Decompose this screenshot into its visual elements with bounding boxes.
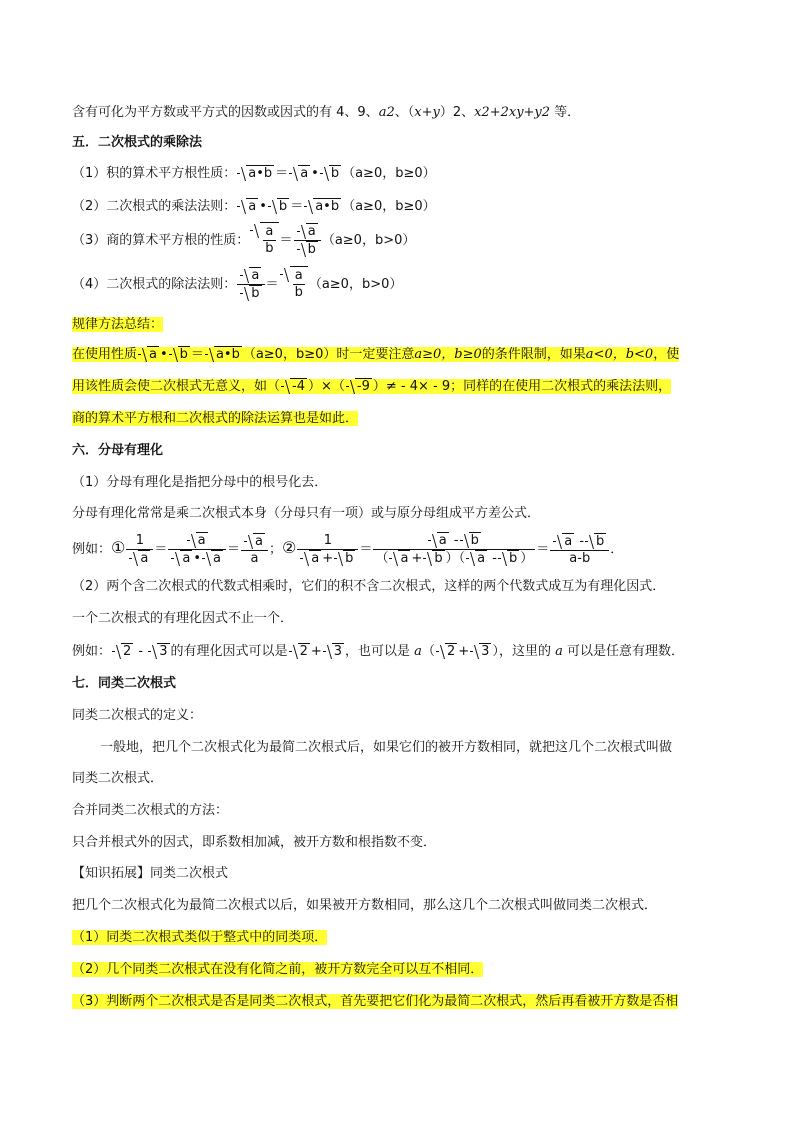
equals: ＝ — [190, 347, 204, 362]
math: x+y — [414, 105, 440, 120]
rule-line-2 — [72, 378, 671, 396]
radicand: a — [477, 551, 486, 566]
minus: - — [449, 533, 459, 548]
radicand: a — [140, 550, 149, 566]
radicand: a — [149, 347, 157, 362]
radical — [237, 198, 258, 216]
radical — [148, 643, 169, 661]
numerator: a — [293, 268, 305, 285]
label: （4）二次根式的除法法则： — [72, 277, 237, 292]
denominator — [168, 550, 226, 567]
radicand: 3 — [159, 644, 168, 659]
equals: ＝ — [275, 166, 289, 181]
radical — [244, 533, 265, 550]
radicand: b — [596, 533, 605, 549]
text: 的有理化因式可以是 — [170, 644, 288, 659]
radicand: a — [197, 533, 206, 548]
math: a<0，b<0 — [585, 347, 654, 362]
text: ． — [610, 542, 624, 557]
denominator — [126, 550, 153, 567]
knowledge-extension-text: 把几个二次根式化为最简二次根式以后，如果被开方数相同，那么这几个二次根式叫做同类二次根式． — [72, 898, 658, 913]
radical — [250, 222, 278, 257]
radicand: b — [508, 551, 518, 566]
section-5-title: 五．二次根式的乘除法 — [72, 135, 203, 150]
text: ）2、 — [439, 105, 475, 120]
math: a — [414, 644, 422, 659]
math: a2 — [378, 105, 395, 120]
dot: • — [159, 347, 168, 362]
paren: （ — [421, 644, 435, 659]
plus: + — [411, 551, 423, 566]
merge-method-title: 合并同类二次根式的方法： — [72, 803, 229, 818]
radical — [297, 223, 318, 240]
text: 用该性质会使二次根式无意义，如（ — [72, 379, 281, 394]
denominator — [237, 285, 264, 302]
dot: • — [193, 551, 201, 566]
condition: （a≥0，b>0） — [321, 233, 416, 248]
denominator: a-b — [569, 550, 591, 566]
paren: （ — [458, 551, 466, 566]
radicand: b — [307, 242, 316, 257]
text: 可以是任意有理数． — [562, 644, 684, 659]
fraction — [297, 533, 358, 567]
radicand: a — [254, 533, 263, 549]
condition: （a≥0，b≥0） — [342, 199, 436, 214]
radicand: a — [251, 268, 260, 283]
label: （1）积的算术平方根性质： — [72, 166, 237, 181]
radical — [553, 533, 574, 550]
radicand: 2 — [446, 644, 456, 659]
highlighted-text: 商的算术平方根和二次根式的除法运算也是如此． — [72, 411, 359, 426]
fraction — [241, 533, 268, 567]
plus: + — [458, 644, 470, 659]
radical — [129, 550, 150, 567]
radicand: -9 — [356, 379, 370, 394]
radical — [205, 346, 242, 364]
numerator — [237, 267, 264, 285]
math: a — [555, 644, 563, 659]
rationalize-def: （1）分母有理化是指把分母中的根号化去． — [72, 475, 328, 490]
highlighted-text — [72, 379, 671, 394]
intro-line — [72, 104, 580, 122]
radicand: b — [251, 286, 260, 301]
radicand: a — [212, 551, 221, 566]
minus: - — [488, 551, 497, 566]
equals: ＝ — [226, 542, 240, 557]
radical — [240, 267, 261, 284]
rationalizing-factor-example — [72, 643, 684, 661]
text: 等． — [550, 105, 581, 120]
rule-summary-title — [72, 316, 163, 334]
property-4 — [72, 266, 402, 302]
radicand: 2 — [123, 644, 132, 659]
highlighted-text — [72, 347, 679, 362]
highlight-note-3 — [72, 993, 678, 1011]
text: 的条件限制，如果 — [481, 347, 586, 362]
label: （2）二次根式的乘法法则： — [72, 199, 237, 214]
text: 含有可化为平方数或平方式的因数或因式的有 4、9、 — [72, 105, 379, 120]
radical — [423, 550, 444, 567]
radical — [187, 532, 208, 549]
equals: ＝ — [265, 277, 279, 292]
fraction — [126, 533, 153, 567]
radical — [585, 533, 606, 550]
radical — [334, 550, 355, 567]
fraction — [294, 223, 321, 258]
minus: - — [575, 533, 585, 549]
rule-line-1 — [72, 346, 679, 364]
radicand: 3 — [481, 644, 490, 659]
radicand: a — [438, 533, 447, 548]
radical — [268, 198, 289, 216]
radicand: 2 — [299, 644, 308, 659]
denominator: a — [250, 550, 259, 566]
numerator: 1 — [297, 533, 358, 550]
property-3 — [72, 222, 415, 258]
radical — [281, 378, 307, 396]
text: ）≠ - 4× - 9；同样的在使用二次根式的乘法法则， — [372, 379, 672, 394]
property-1 — [72, 165, 436, 183]
plus: + — [310, 644, 322, 659]
equals: ＝ — [154, 542, 168, 557]
highlighted-text: （3）判断两个二次根式是否是同类二次根式，首先要把它们化为最简二次根式，然后再看被开方数是否相 — [72, 994, 679, 1009]
highlight-note-1 — [72, 929, 327, 947]
rationalizing-factor-note: 一个二次根式的有理化因式不止一个． — [72, 611, 294, 626]
text: ，这里的 — [498, 644, 556, 659]
section-6-title: 六．分母有理化 — [72, 443, 164, 458]
radicand: b — [434, 551, 443, 566]
text: 例如： — [72, 542, 112, 557]
condition: （a≥0，b>0） — [308, 277, 403, 292]
label: （3）商的算术平方根的性质： — [72, 233, 250, 248]
radicand: a — [182, 551, 191, 566]
radical — [289, 643, 310, 661]
radicand — [260, 222, 278, 257]
radical — [436, 643, 457, 661]
minus: - — [134, 644, 148, 659]
paren: ） — [445, 551, 459, 566]
radical — [112, 643, 133, 661]
text: 在使用性质 — [72, 347, 138, 362]
equals: ＝ — [359, 542, 373, 557]
text: ）×（ — [307, 379, 345, 394]
radicand: a — [307, 224, 316, 239]
radical — [280, 266, 308, 301]
highlighted-text: 规律方法总结： — [72, 317, 164, 332]
property-2 — [72, 198, 436, 216]
radical — [240, 285, 261, 302]
equals: ＝ — [536, 542, 550, 557]
merge-method: 只合并根式外的因式，即系数相加减，被开方数和根指数不变． — [72, 835, 437, 850]
similar-radicals-def: 一般地，把几个二次根式化为最简二次根式后，如果它们的被开方数相同，就把这几个二次根式叫做 — [100, 740, 673, 755]
numerator — [168, 532, 226, 550]
equals: ＝ — [279, 233, 293, 248]
radical — [320, 165, 341, 183]
radical — [428, 532, 449, 549]
radicand: a•b — [315, 199, 340, 214]
radicand: b — [345, 550, 354, 566]
numerator: 1 — [126, 533, 153, 550]
highlighted-text: （1）同类二次根式类似于整式中的同类项． — [72, 930, 328, 945]
numerator — [550, 533, 609, 551]
fraction — [168, 532, 226, 567]
fraction — [373, 532, 535, 567]
rationalize-method: 分母有理化常常是乘二次根式本身（分母只有一项）或与原分母组成平方差公式． — [72, 506, 541, 521]
paren: ） — [492, 644, 499, 659]
radical — [346, 378, 372, 396]
numerator — [241, 533, 268, 551]
denominator — [294, 241, 321, 258]
numerator — [373, 532, 535, 550]
rationalize-example — [72, 532, 623, 567]
radicand — [290, 266, 308, 301]
text: ，使 — [653, 347, 680, 362]
radical — [169, 346, 190, 364]
separator: ； — [268, 542, 282, 557]
section-7-title: 七．同类二次根式 — [72, 676, 177, 691]
dot: • — [311, 166, 319, 181]
fraction — [550, 533, 609, 567]
radical — [304, 198, 341, 216]
similar-radicals-def-cont: 同类二次根式． — [72, 771, 164, 786]
denominator — [373, 550, 535, 567]
radical — [470, 643, 491, 661]
math: a≥0，b≥0 — [414, 347, 482, 362]
similar-radicals-def-title: 同类二次根式的定义： — [72, 708, 203, 723]
knowledge-extension-title: 【知识拓展】同类二次根式 — [72, 866, 229, 881]
radicand: a — [311, 550, 320, 566]
text: ，也可以是 — [345, 644, 415, 659]
text: 例如： — [72, 644, 112, 659]
paren: （ — [375, 551, 389, 566]
text: （a≥0，b≥0）时一定要注意 — [242, 347, 415, 362]
plus: + — [322, 550, 334, 566]
radicand: a — [564, 533, 573, 549]
radical — [289, 165, 310, 183]
numerator — [294, 223, 321, 241]
equals: ＝ — [290, 199, 304, 214]
condition: （a≥0，b≥0） — [342, 166, 436, 181]
radical — [323, 643, 344, 661]
radicand: -4 — [292, 379, 305, 394]
radicand: a — [248, 199, 257, 214]
denominator: b — [265, 241, 274, 256]
circled-number: ② — [281, 538, 297, 557]
radical — [138, 346, 159, 364]
radical — [171, 550, 192, 567]
dot: • — [259, 199, 267, 214]
radical — [237, 165, 274, 183]
denominator — [297, 550, 358, 567]
math: x2+2xy+y2 — [474, 105, 551, 120]
fraction — [237, 267, 264, 302]
circled-number: ① — [111, 538, 126, 557]
radicand: b — [179, 347, 188, 362]
radicand: a•b — [248, 166, 273, 181]
radicand: 3 — [333, 644, 343, 659]
highlighted-text: （2）几个同类二次根式在没有化简之前，被开方数完全可以互不相同． — [72, 962, 484, 977]
fraction — [293, 268, 305, 301]
radicand: b — [278, 199, 288, 214]
radicand: b — [470, 533, 479, 548]
radical — [389, 550, 410, 567]
rationalizing-factor-def: （2）两个含二次根式的代数式相乘时，它们的积不含二次根式，这样的两个代数式成互为有理化因式． — [72, 579, 666, 594]
radicand: a — [400, 551, 409, 566]
radical — [466, 550, 487, 567]
paren: ） — [520, 551, 534, 566]
radical — [498, 550, 519, 567]
highlight-note-2 — [72, 961, 483, 979]
radical — [300, 550, 321, 567]
radicand: a — [300, 166, 309, 181]
fraction — [263, 224, 275, 257]
denominator: b — [294, 285, 303, 300]
radicand: a•b — [215, 347, 240, 362]
radical — [202, 550, 223, 567]
rule-line-3 — [72, 410, 358, 428]
radical — [297, 241, 318, 258]
radical — [460, 532, 481, 549]
text: 、（ — [394, 105, 415, 120]
radicand: b — [330, 166, 340, 181]
numerator: a — [263, 224, 275, 241]
